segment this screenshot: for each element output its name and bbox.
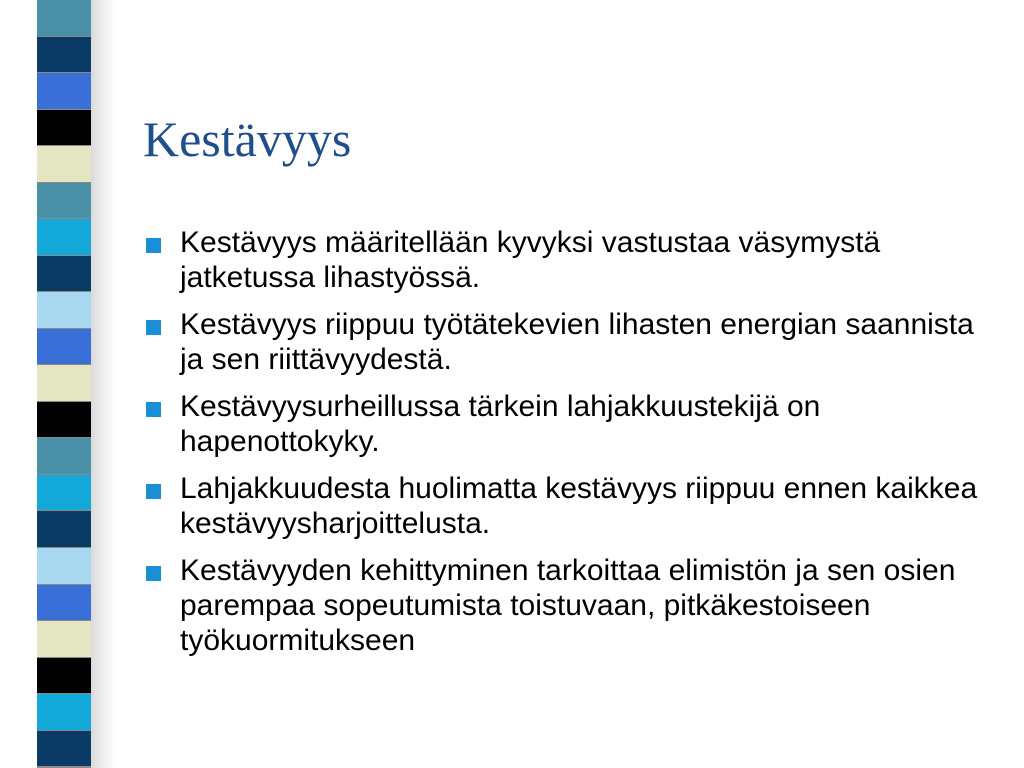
stripe-shadow bbox=[91, 0, 117, 768]
stripe-segment bbox=[37, 329, 91, 366]
bullet-item bbox=[144, 553, 1004, 658]
bullet-item bbox=[144, 225, 1004, 295]
bullet-text: Kestävyyden kehittyminen tarkoittaa elimistön ja sen osien parempaa sopeutumista toistuvaan, pitkäkestoiseen työkuormitukseen bbox=[180, 554, 956, 657]
stripe-segment bbox=[37, 37, 91, 74]
stripe-segment bbox=[37, 292, 91, 329]
stripe-segment bbox=[37, 475, 91, 512]
bullet-item bbox=[144, 389, 1004, 459]
stripe-segment bbox=[37, 402, 91, 439]
bullet-text: Kestävyys riippuu työtätekevien lihasten energian saannista ja sen riittävyydestä. bbox=[180, 308, 974, 376]
bullet-text: Lahjakkuudesta huolimatta kestävyys riippuu ennen kaikkea kestävyysharjoittelusta. bbox=[180, 472, 978, 540]
square-bullet-icon bbox=[146, 238, 161, 253]
bullet-item bbox=[144, 307, 1004, 377]
stripe-segment bbox=[37, 585, 91, 622]
stripe-segment bbox=[37, 438, 91, 475]
stripe-segment bbox=[37, 183, 91, 220]
stripe-segment bbox=[37, 731, 91, 768]
square-bullet-icon bbox=[146, 402, 161, 417]
bullet-item bbox=[144, 471, 1004, 541]
stripe-segment bbox=[37, 658, 91, 695]
bullet-list bbox=[144, 225, 1004, 670]
stripe-segment bbox=[37, 110, 91, 147]
stripe-segment bbox=[37, 511, 91, 548]
stripe-segment bbox=[37, 365, 91, 402]
bullet-text: Kestävyysurheillussa tärkein lahjakkuustekijä on hapenottokyky. bbox=[180, 390, 821, 458]
square-bullet-icon bbox=[146, 320, 161, 335]
stripe-segment bbox=[37, 0, 91, 37]
square-bullet-icon bbox=[146, 484, 161, 499]
stripe-segment bbox=[37, 73, 91, 110]
slide-title: Kestävyys bbox=[143, 111, 352, 167]
stripe-segment bbox=[37, 548, 91, 585]
stripe-segment bbox=[37, 694, 91, 731]
stripe-segment bbox=[37, 256, 91, 293]
stripe-segment bbox=[37, 146, 91, 183]
decorative-stripe-bar bbox=[37, 0, 91, 768]
bullet-text: Kestävyys määritellään kyvyksi vastustaa väsymystä jatketussa lihastyössä. bbox=[180, 226, 881, 294]
square-bullet-icon bbox=[146, 566, 161, 581]
stripe-segment bbox=[37, 621, 91, 658]
stripe-segment bbox=[37, 219, 91, 256]
